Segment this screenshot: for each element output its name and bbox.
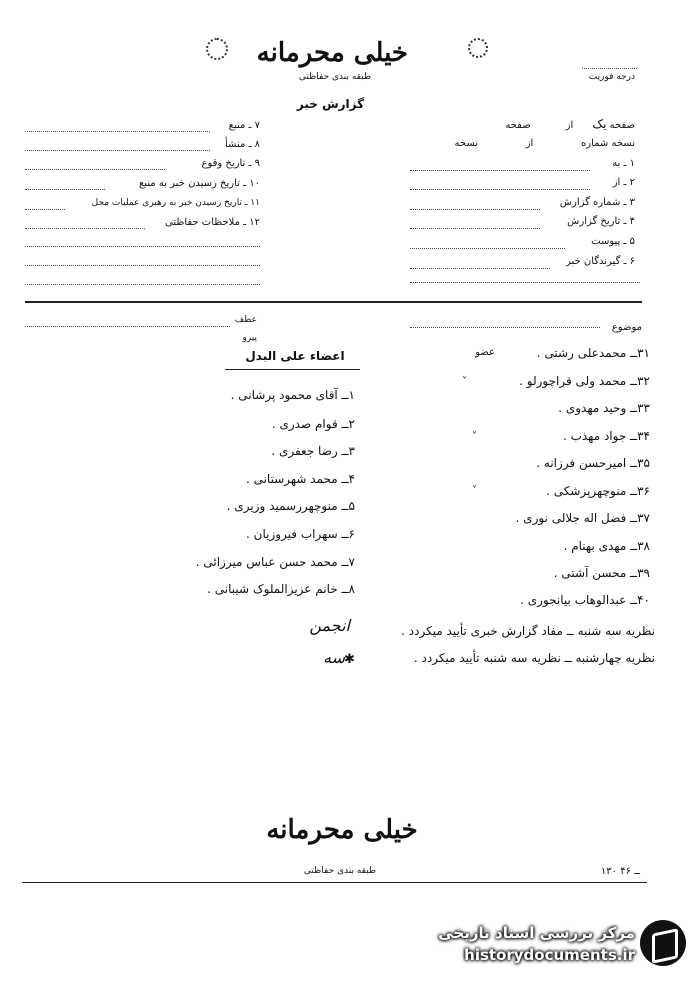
item-number: ۳۱ــ bbox=[630, 346, 650, 360]
item-name: منوچهرپزشکی . bbox=[546, 484, 627, 498]
field-report-number-line bbox=[410, 209, 540, 210]
page-field bbox=[395, 117, 635, 131]
field-security-notes: ۱۲ ـ ملاحظات حفاظتی bbox=[165, 217, 260, 228]
item-number: ۳۷ــ bbox=[630, 511, 650, 525]
list-item bbox=[150, 472, 355, 486]
check-mark-icon: ˅ bbox=[462, 376, 467, 387]
priority-label: درجه فوریت bbox=[588, 72, 635, 82]
list-item bbox=[150, 582, 355, 596]
list-item bbox=[410, 374, 650, 388]
field-arrival-date-line bbox=[25, 189, 105, 190]
archive-logo-icon bbox=[640, 920, 686, 966]
copy-of-label: از bbox=[525, 138, 534, 149]
item-number: ۳۳ــ bbox=[630, 401, 650, 415]
check-mark-icon: ˅ bbox=[472, 431, 477, 442]
heading-underline bbox=[225, 369, 360, 370]
field-report-number: ۳ ـ شماره گزارش bbox=[559, 197, 635, 208]
left-extra-line-1 bbox=[25, 246, 260, 247]
item-number: ۴ــ bbox=[341, 472, 355, 486]
item-name: عبدالوهاب بیانجوری . bbox=[520, 593, 627, 607]
item-name: جواد مهذب . bbox=[562, 429, 627, 443]
page-unit-label: صفحه bbox=[505, 120, 531, 131]
item-name: محمد ولی قراچورلو . bbox=[519, 374, 627, 388]
item-name: آقای محمود پرشانی . bbox=[230, 388, 338, 402]
stamp-icon bbox=[468, 38, 488, 58]
field-event-date: ۹ ـ تاریخ وقوع bbox=[201, 158, 260, 169]
stamp-icon bbox=[206, 38, 228, 60]
item-number: ۱ــ bbox=[341, 388, 355, 402]
item-name: محمدعلی رشتی . bbox=[536, 346, 627, 360]
evaluation-note-2: سه bbox=[323, 648, 345, 667]
list-item bbox=[410, 539, 650, 553]
form-number: ۱۳۰ ــ ۴۶ bbox=[600, 866, 640, 877]
watermark-website: historydocuments.ir bbox=[464, 946, 635, 964]
copy-label: نسخه شماره bbox=[581, 138, 635, 149]
list-item bbox=[410, 429, 650, 443]
item-number: ۳۶ــ bbox=[630, 484, 650, 498]
field-attachment: ۵ ـ پیوست bbox=[591, 236, 635, 247]
follow-label: پیرو bbox=[242, 333, 257, 343]
ref-label: عطف bbox=[234, 315, 257, 325]
field-arrival-ops-date-line bbox=[25, 209, 65, 210]
watermark-org-name: مرکز بررسی اسناد تاریخی bbox=[438, 924, 635, 942]
subject-line bbox=[410, 327, 600, 328]
priority-line bbox=[582, 68, 637, 69]
field-from: ۲ ـ از bbox=[612, 177, 635, 188]
item-number: ۴۰ــ bbox=[630, 593, 650, 607]
left-extra-line-3 bbox=[25, 284, 260, 285]
field-origin: ۸ ـ منشأ bbox=[224, 139, 260, 150]
item-number: ۳ــ bbox=[341, 444, 355, 458]
asterisk-icon: ✱ bbox=[344, 652, 355, 667]
section-divider bbox=[25, 301, 642, 303]
copy-unit-label: نسخه bbox=[454, 138, 479, 149]
field-recipients: ۶ ـ گیرندگان خبر bbox=[565, 256, 635, 267]
item-name: محسن آشتی . bbox=[553, 566, 627, 580]
list-item bbox=[410, 484, 650, 498]
field-origin-line bbox=[25, 150, 210, 151]
item-name: محمد شهرستانی . bbox=[245, 472, 338, 486]
field-to: ۱ ـ به bbox=[612, 158, 635, 169]
classification-subtitle: طبقه بندی حفاظتی bbox=[298, 72, 372, 82]
item-number: ۳۹ــ bbox=[630, 566, 650, 580]
list-item bbox=[150, 527, 355, 541]
item-name: فضل اله جلالی نوری . bbox=[515, 511, 627, 525]
item-number: ۳۲ــ bbox=[630, 374, 650, 388]
field-attachment-line bbox=[410, 248, 565, 249]
report-title: گزارش خبر bbox=[296, 97, 365, 111]
field-from-line bbox=[410, 189, 590, 190]
field-report-date-line bbox=[410, 228, 540, 229]
item-name: مهدی بهنام . bbox=[563, 539, 627, 553]
ref-line bbox=[25, 326, 230, 327]
field-source: ۷ ـ منبع bbox=[228, 120, 260, 131]
field-to-line bbox=[410, 170, 590, 171]
item-name: قوام صدری . bbox=[271, 417, 338, 431]
list-item bbox=[150, 444, 355, 458]
list-item bbox=[410, 401, 650, 415]
field-event-date-line bbox=[25, 169, 165, 170]
footer-rule bbox=[22, 882, 647, 883]
substitute-heading: اعضاء علی البدل bbox=[245, 349, 345, 363]
extra-line bbox=[410, 282, 640, 283]
field-arrival-date: ۱۰ ـ تاریخ رسیدن خبر به منبع bbox=[138, 178, 260, 189]
subject-label: موضوع bbox=[611, 322, 642, 333]
item-name: وحید مهدوی . bbox=[558, 401, 627, 415]
copy-field bbox=[395, 138, 635, 149]
classification-title: خیلی محرمانه bbox=[256, 38, 408, 68]
item-number: ۳۴ــ bbox=[630, 429, 650, 443]
item-name: محمد حسن عباس میرزائی . bbox=[195, 555, 338, 569]
list-item bbox=[410, 511, 650, 525]
list-item bbox=[150, 417, 355, 431]
item-name: سهراب فیروزیان . bbox=[246, 527, 338, 541]
item-name: امیرحسن فرزانه . bbox=[536, 456, 627, 470]
item-name: خانم عزیزالملوک شیبانی . bbox=[207, 582, 338, 596]
item-number: ۸ــ bbox=[341, 582, 355, 596]
list-item bbox=[150, 499, 355, 513]
member-note: عضو bbox=[475, 347, 495, 358]
list-item bbox=[410, 566, 650, 580]
page-of-label: از bbox=[565, 120, 574, 131]
footer-classification-subtitle: طبقه بندی حفاظتی bbox=[303, 866, 377, 876]
item-number: ۶ــ bbox=[341, 527, 355, 541]
evaluation-note-1: انجمن bbox=[309, 616, 350, 635]
item-number: ۲ــ bbox=[341, 417, 355, 431]
item-number: ۳۸ــ bbox=[630, 539, 650, 553]
field-arrival-ops-date: ۱۱ ـ تاریخ رسیدن خبر به رهبری عملیات محل bbox=[91, 198, 260, 208]
footer-classification-title: خیلی محرمانه bbox=[266, 815, 418, 845]
item-number: ۳۵ــ bbox=[630, 456, 650, 470]
list-item bbox=[150, 388, 355, 402]
field-recipients-line bbox=[410, 268, 550, 269]
evaluation-line-2: نظریه چهارشنبه ــ نظریه سه شنبه تأیید میکردد . bbox=[413, 651, 655, 665]
evaluation-line-1: نظریه سه شنبه ــ مفاد گزارش خبری تأیید میکردد . bbox=[401, 624, 655, 638]
item-name: منوچهررسمید وزیری . bbox=[226, 499, 338, 513]
list-item bbox=[410, 456, 650, 470]
page-label: صفحه bbox=[609, 120, 635, 131]
list-item bbox=[410, 593, 650, 607]
left-extra-line-2 bbox=[25, 265, 260, 266]
check-mark-icon: ˅ bbox=[472, 485, 477, 496]
field-report-date: ۴ ـ تاریخ گزارش bbox=[567, 216, 635, 227]
field-security-notes-line bbox=[25, 228, 145, 229]
list-item bbox=[150, 555, 355, 569]
field-source-line bbox=[25, 131, 210, 132]
item-number: ۷ــ bbox=[341, 555, 355, 569]
item-number: ۵ــ bbox=[341, 499, 355, 513]
item-name: رضا جعفری . bbox=[271, 444, 338, 458]
page-value: یک bbox=[592, 117, 607, 131]
